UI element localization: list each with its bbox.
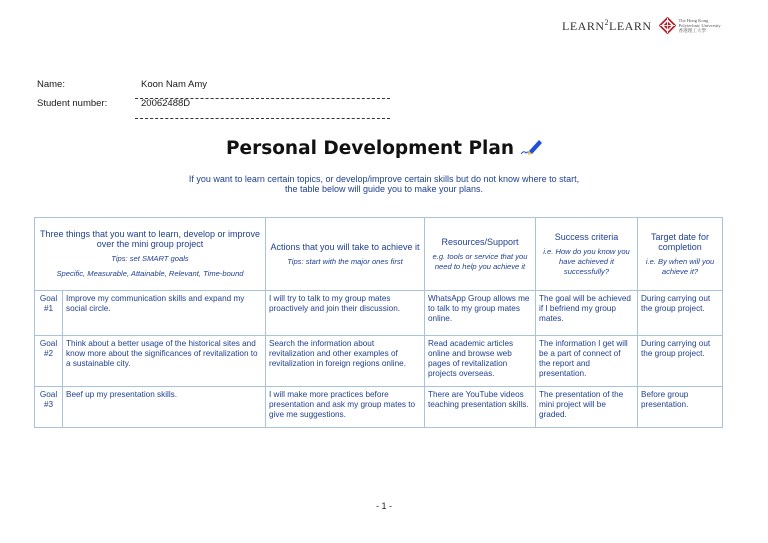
- page-number: - 1 -: [375, 501, 392, 511]
- goal-resource: Read academic articles online and browse web pages of revitalization projects overseas.: [425, 336, 536, 387]
- goal-target: During carrying out the group project.: [638, 336, 723, 387]
- goal-resource: There are YouTube videos teaching presentation skills.: [425, 387, 536, 428]
- goal-action: I will try to talk to my group mates proactively and join their discussion.: [266, 291, 425, 336]
- student-number-value: 20062488D: [141, 98, 191, 109]
- intro-text: If you want to learn certain topics, or develop/improve certain skills but do not know where to start, the table below will guide you to make your plans.: [188, 174, 580, 194]
- goal-label: Goal #2: [35, 336, 63, 387]
- table-row: [35, 387, 723, 428]
- goal-action: I will make more practices before presentation and ask my group mates to give me suggestions.: [266, 387, 425, 428]
- header-target-date: Target date for completion i.e. By when will you achieve it?: [638, 218, 723, 291]
- goal-criteria: The goal will be achieved if I befriend my group mates.: [536, 291, 638, 336]
- polyu-logo: [659, 17, 737, 34]
- student-number-label: Student number:: [37, 98, 108, 109]
- goal-target: Before group presentation.: [638, 387, 723, 428]
- header-things: Three things that you want to learn, develop or improve over the mini group project Tips: set SMART goals Specific, Measurable, Attainable, Relevant, Time-bound: [35, 218, 266, 291]
- goal-resource: WhatsApp Group allows me to talk to my group mates online.: [425, 291, 536, 336]
- table-row: [35, 336, 723, 387]
- name-label: Name:: [37, 79, 65, 90]
- header-success-criteria: Success criteria i.e. How do you know you have achieved it successfully?: [536, 218, 638, 291]
- name-value: Koon Nam Amy: [141, 79, 207, 90]
- page-title: Personal Development Plan: [0, 138, 768, 159]
- goal-target: During carrying out the group project.: [638, 291, 723, 336]
- header-logo: [562, 17, 737, 34]
- table-header-row: [35, 218, 723, 291]
- university-name: The Hong Kong Polytechnic University 香港理工大學: [678, 18, 721, 33]
- pencil-icon: [520, 138, 542, 156]
- goal-label: Goal #1: [35, 291, 63, 336]
- goal-label: Goal #3: [35, 387, 63, 428]
- header-actions: Actions that you will take to achieve it Tips: start with the major ones first: [266, 218, 425, 291]
- goal-action: Search the information about revitalization and other examples of revitalization in foreign regions online.: [266, 336, 425, 387]
- table-row: [35, 291, 723, 336]
- polyu-emblem-icon: [659, 17, 676, 34]
- goal-thing: Beef up my presentation skills.: [63, 387, 266, 428]
- learn2learn-logo: LEARN$^2$LEARN: [562, 17, 652, 33]
- goal-thing: Improve my communication skills and expand my social circle.: [63, 291, 266, 336]
- goal-criteria: The information I get will be a part of connect of the report and presentation.: [536, 336, 638, 387]
- student-number-underline: [135, 118, 390, 119]
- goal-thing: Think about a better usage of the historical sites and know more about the significances of revitalization to a sustainable city.: [63, 336, 266, 387]
- goal-criteria: The presentation of the mini project will be graded.: [536, 387, 638, 428]
- development-plan-table: [34, 217, 723, 428]
- header-resources: Resources/Support e.g. tools or service that you need to help you achieve it: [425, 218, 536, 291]
